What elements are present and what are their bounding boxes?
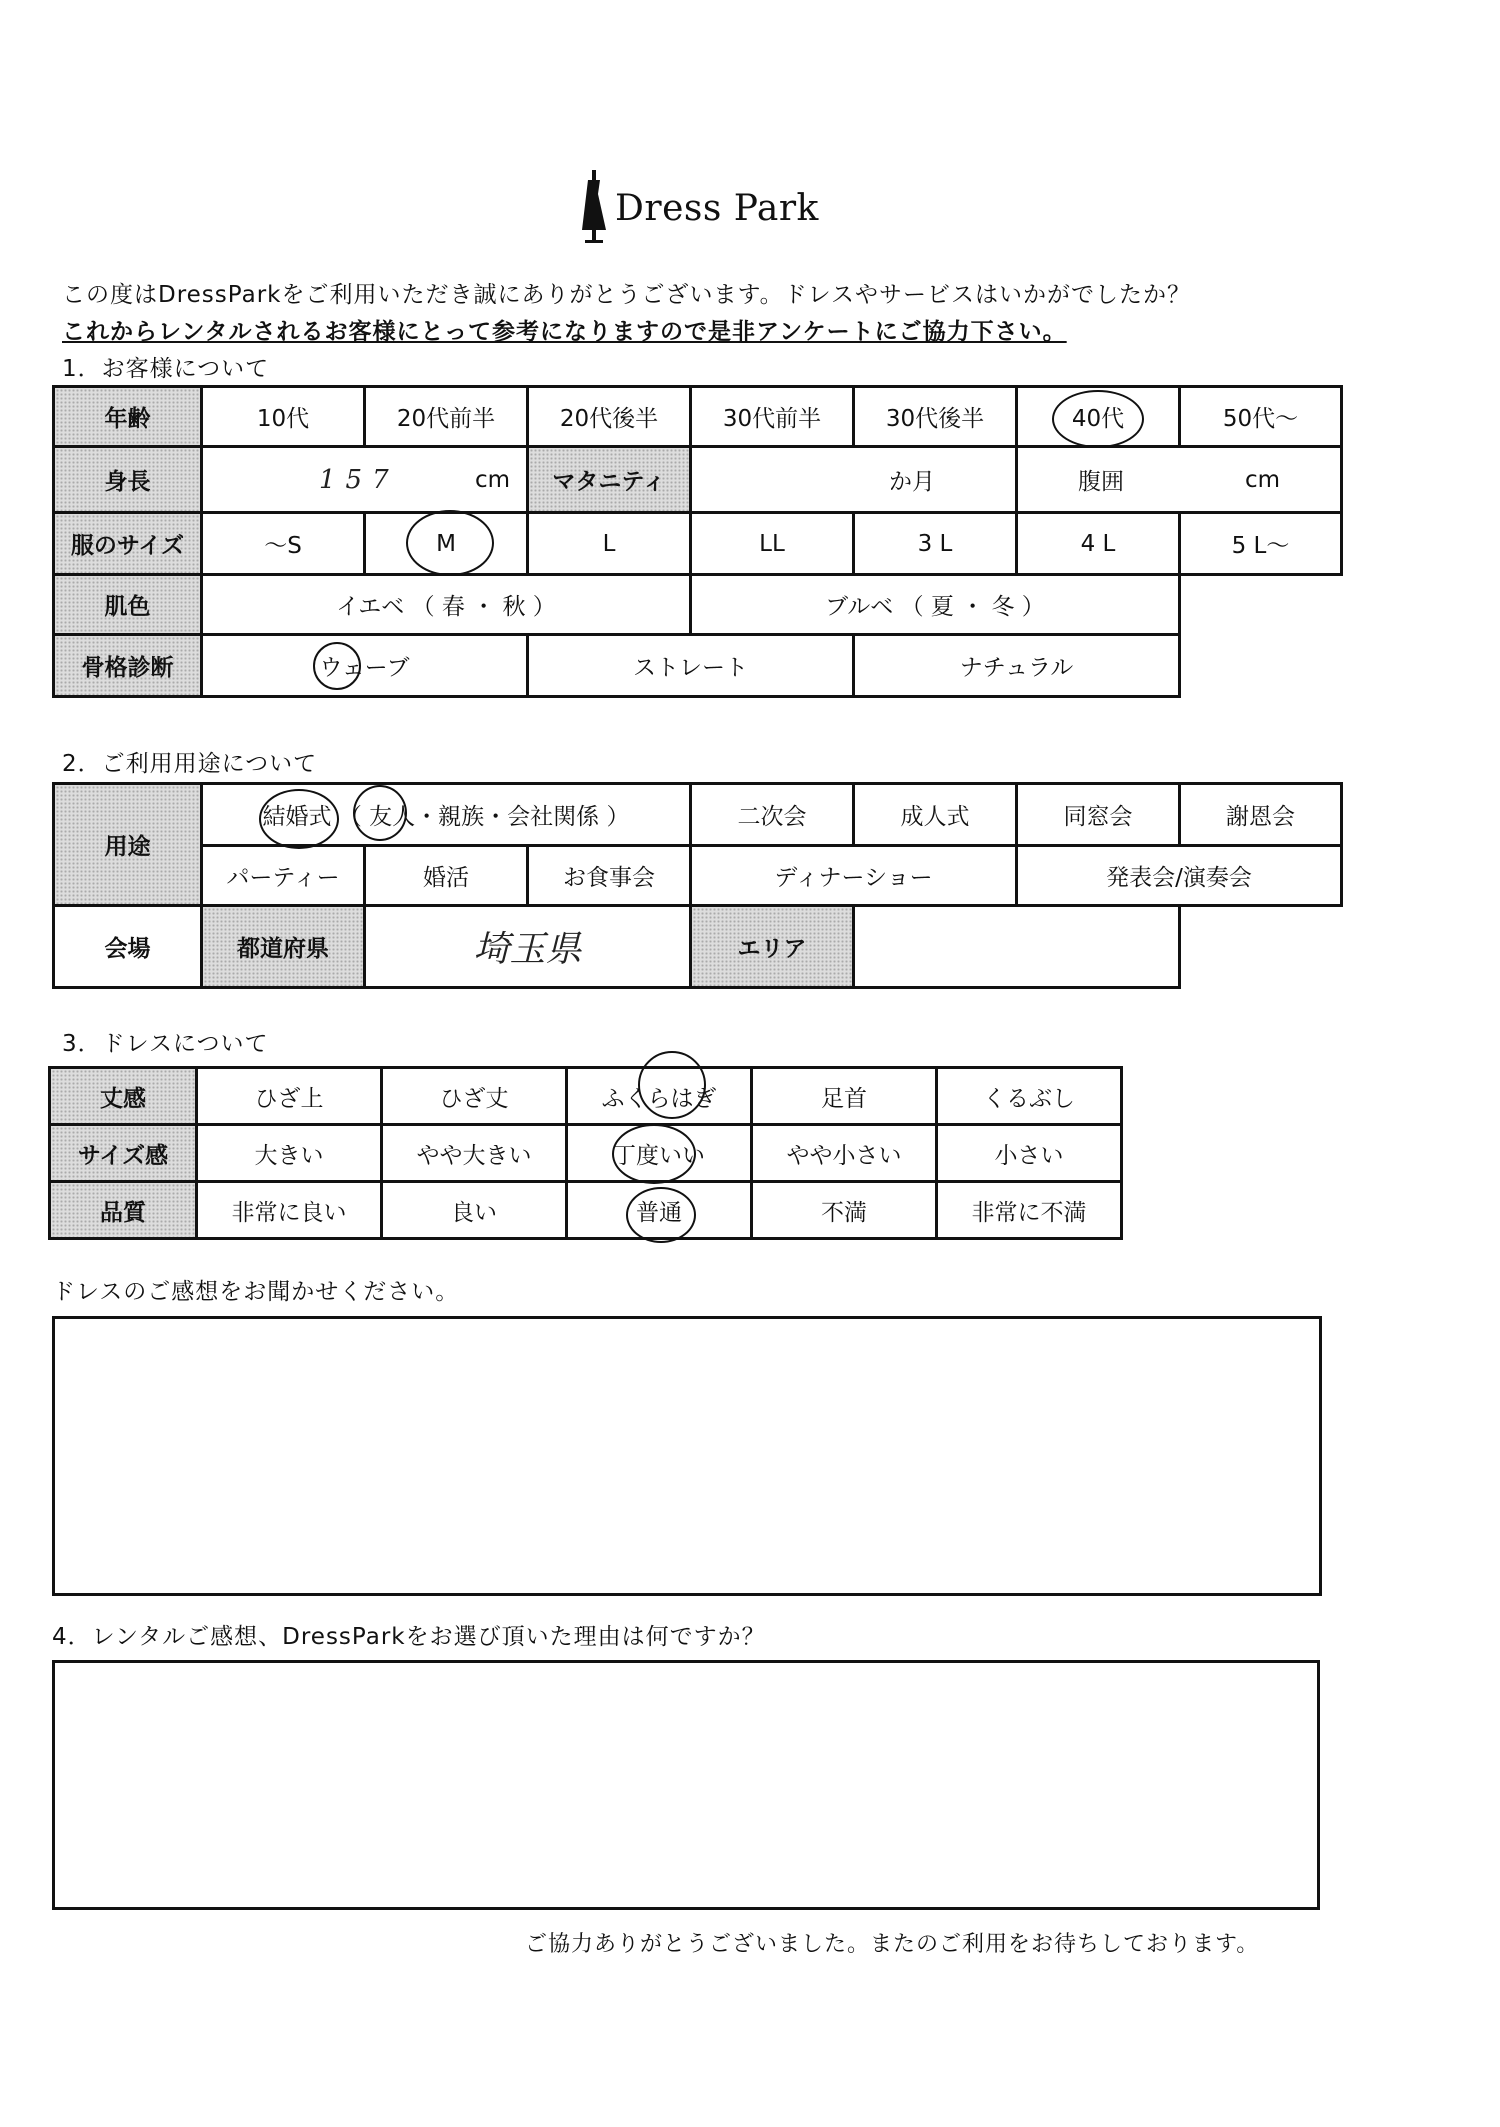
- intro-line-2: これからレンタルされるお客様にとって参考になりますので是非アンケートにご協力下さい。: [62, 319, 1067, 345]
- logo-text: Dress Park: [615, 188, 819, 229]
- skin-blue-option[interactable]: ブルベ （ 夏 ・ 冬 ）: [691, 575, 1180, 635]
- age-option-selected[interactable]: [1017, 387, 1180, 447]
- dress-comment-prompt: ドレスのご感想をお聞かせください。: [52, 1279, 460, 1305]
- purpose-option[interactable]: お食事会: [528, 846, 691, 906]
- height-field[interactable]: [202, 447, 528, 513]
- fit-option-label: 丁度いい: [613, 1142, 705, 1169]
- area-field[interactable]: [854, 906, 1180, 988]
- length-option[interactable]: 足首: [752, 1068, 937, 1125]
- size-label: 服のサイズ: [54, 513, 202, 575]
- fit-option-selected[interactable]: [567, 1125, 752, 1182]
- age-option-label: 40代: [1071, 406, 1125, 432]
- dress-table: [48, 1066, 1123, 1240]
- height-value: 157: [319, 464, 399, 495]
- age-option[interactable]: 20代後半: [528, 387, 691, 447]
- size-option[interactable]: L: [528, 513, 691, 575]
- intro-line-1: この度はDressParkをご利用いただき誠にありがとうございます。ドレスやサービスはいかがでしたか？: [62, 282, 1191, 308]
- venue-label: 会場: [54, 906, 202, 988]
- section1-title: 1．お客様について: [62, 356, 270, 382]
- frame-option[interactable]: ストレート: [528, 635, 854, 697]
- quality-label: 品質: [50, 1182, 197, 1239]
- fit-option[interactable]: 大きい: [197, 1125, 382, 1182]
- months-unit: か月: [889, 469, 935, 495]
- purpose-option-selected[interactable]: [202, 784, 691, 846]
- purpose-label: 用途: [54, 784, 202, 906]
- size-option[interactable]: ～S: [202, 513, 365, 575]
- purpose-option[interactable]: 婚活: [365, 846, 528, 906]
- size-option[interactable]: 5 L～: [1180, 513, 1342, 575]
- fit-option[interactable]: やや小さい: [752, 1125, 937, 1182]
- size-option[interactable]: LL: [691, 513, 854, 575]
- size-option-label: M: [436, 530, 456, 557]
- maternity-months-field[interactable]: [691, 447, 1017, 513]
- size-option-selected[interactable]: [365, 513, 528, 575]
- skin-label: 肌色: [54, 575, 202, 635]
- purpose-table: [52, 782, 1343, 989]
- prefecture-field[interactable]: [365, 906, 691, 988]
- purpose-option[interactable]: 謝恩会: [1180, 784, 1342, 846]
- height-label: 身長: [54, 447, 202, 513]
- size-option[interactable]: 4 L: [1017, 513, 1180, 575]
- purpose-option[interactable]: パーティー: [202, 846, 365, 906]
- quality-option-selected[interactable]: [567, 1182, 752, 1239]
- frame-label: 骨格診断: [54, 635, 202, 697]
- section4-title: 4．レンタルご感想、DressParkをお選び頂いた理由は何ですか？: [52, 1624, 766, 1650]
- customer-table: [52, 385, 1343, 698]
- area-label: エリア: [691, 906, 854, 988]
- fit-option[interactable]: 小さい: [937, 1125, 1122, 1182]
- length-option-selected[interactable]: [567, 1068, 752, 1125]
- prefecture-label: 都道府県: [202, 906, 365, 988]
- reason-comment-box[interactable]: [52, 1660, 1320, 1910]
- quality-option[interactable]: 良い: [382, 1182, 567, 1239]
- purpose-option[interactable]: 同窓会: [1017, 784, 1180, 846]
- footer-message: ご協力ありがとうございました。またのご利用をお待ちしております。: [525, 1932, 1260, 1957]
- age-option[interactable]: 20代前半: [365, 387, 528, 447]
- quality-option[interactable]: 非常に不満: [937, 1182, 1122, 1239]
- waist-unit: cm: [1244, 466, 1280, 493]
- age-label: 年齢: [54, 387, 202, 447]
- age-option[interactable]: 30代前半: [691, 387, 854, 447]
- length-label: 丈感: [50, 1068, 197, 1125]
- section3-title: 3．ドレスについて: [62, 1031, 269, 1057]
- age-option[interactable]: 50代～: [1180, 387, 1342, 447]
- quality-option-label: 普通: [636, 1199, 682, 1226]
- age-option[interactable]: 10代: [202, 387, 365, 447]
- height-unit: cm: [474, 466, 510, 493]
- purpose-option[interactable]: 成人式: [854, 784, 1017, 846]
- section2-title: 2．ご利用用途について: [62, 751, 318, 777]
- maternity-label: マタニティ: [528, 447, 691, 513]
- fit-label: サイズ感: [50, 1125, 197, 1182]
- frame-option[interactable]: ナチュラル: [854, 635, 1180, 697]
- age-option[interactable]: 30代後半: [854, 387, 1017, 447]
- purpose-option-label: 結婚式 （ 友人・親族・会社関係 ）: [262, 804, 630, 830]
- length-option[interactable]: くるぶし: [937, 1068, 1122, 1125]
- dress-icon: [579, 168, 609, 248]
- purpose-option[interactable]: 発表会/演奏会: [1017, 846, 1342, 906]
- dresspark-logo: [575, 168, 835, 258]
- frame-option-label: ウェーブ: [319, 655, 410, 681]
- waist-field[interactable]: [1017, 447, 1342, 513]
- quality-option[interactable]: 非常に良い: [197, 1182, 382, 1239]
- fit-option[interactable]: やや大きい: [382, 1125, 567, 1182]
- purpose-option[interactable]: ディナーショー: [691, 846, 1017, 906]
- purpose-option[interactable]: 二次会: [691, 784, 854, 846]
- frame-option-selected[interactable]: [202, 635, 528, 697]
- dress-comment-box[interactable]: [52, 1316, 1322, 1596]
- waist-label: 腹囲: [1078, 469, 1124, 495]
- prefecture-value: 埼玉県: [473, 929, 582, 970]
- length-option-label: ふくらはぎ: [601, 1085, 717, 1112]
- skin-yellow-option[interactable]: イエベ （ 春 ・ 秋 ）: [202, 575, 691, 635]
- length-option[interactable]: ひざ丈: [382, 1068, 567, 1125]
- quality-option[interactable]: 不満: [752, 1182, 937, 1239]
- size-option[interactable]: 3 L: [854, 513, 1017, 575]
- length-option[interactable]: ひざ上: [197, 1068, 382, 1125]
